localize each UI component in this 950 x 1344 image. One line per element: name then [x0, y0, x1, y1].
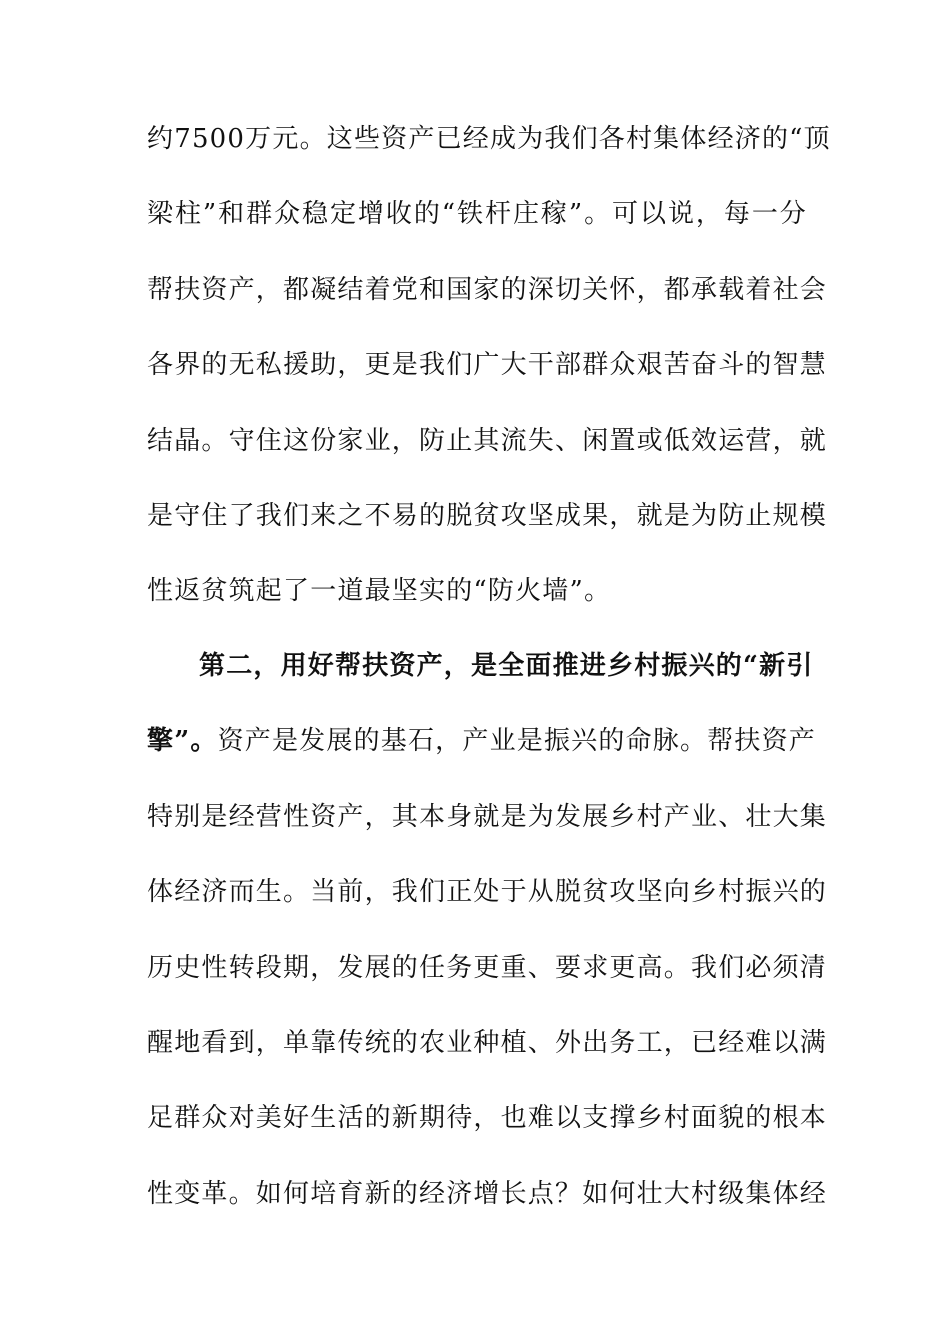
paragraph-2-line: 醒地看到，单靠传统的农业种植、外出务工，已经难以满: [147, 1027, 828, 1058]
paragraph-2-line: 性变革。如何培育新的经济增长点？如何壮大村级集体经: [147, 1178, 828, 1209]
paragraph-2-line: 历史性转段期，发展的任务更重、要求更高。我们必须清: [147, 952, 828, 983]
paragraph-1-line: 是守住了我们来之不易的脱贫攻坚成果，就是为防止规模: [147, 500, 828, 531]
paragraph-1-line: 性返贫筑起了一道最坚实的“防火墙”。: [147, 576, 612, 607]
paragraph-2-line-text: 资产是发展的基石，产业是振兴的命脉。帮扶资产: [217, 726, 816, 757]
paragraph-1: [147, 102, 831, 630]
paragraph-2-line: [147, 704, 816, 779]
paragraph-1-line: 约7500万元。这些资产已经成为我们各村集体经济的“顶: [147, 124, 831, 154]
paragraph-2-line: 足群众对美好生活的新期待，也难以支撑乡村面貌的根本: [147, 1103, 828, 1134]
paragraph-1-line: 帮扶资产，都凝结着党和国家的深切关怀，都承载着社会: [147, 274, 828, 305]
paragraph-2-line: 体经济而生。当前，我们正处于从脱贫攻坚向乡村振兴的: [147, 877, 828, 908]
paragraph-2-line: 特别是经营性资产，其本身就是为发展乡村产业、壮大集: [147, 801, 828, 832]
paragraph-2: [147, 629, 828, 1232]
paragraph-1-line: 各界的无私援助，更是我们广大干部群众艰苦奋斗的智慧: [147, 350, 828, 381]
paragraph-1-line: 梁柱”和群众稳定增收的“铁杆庄稼”。可以说，每一分: [147, 199, 807, 230]
paragraph-2-heading-end: 擎”。: [147, 726, 218, 757]
paragraph-2-heading: 第二，用好帮扶资产，是全面推进乡村振兴的“新引: [199, 651, 814, 681]
paragraph-1-line: 结晶。守住这份家业，防止其流失、闲置或低效运营，就: [147, 425, 828, 456]
